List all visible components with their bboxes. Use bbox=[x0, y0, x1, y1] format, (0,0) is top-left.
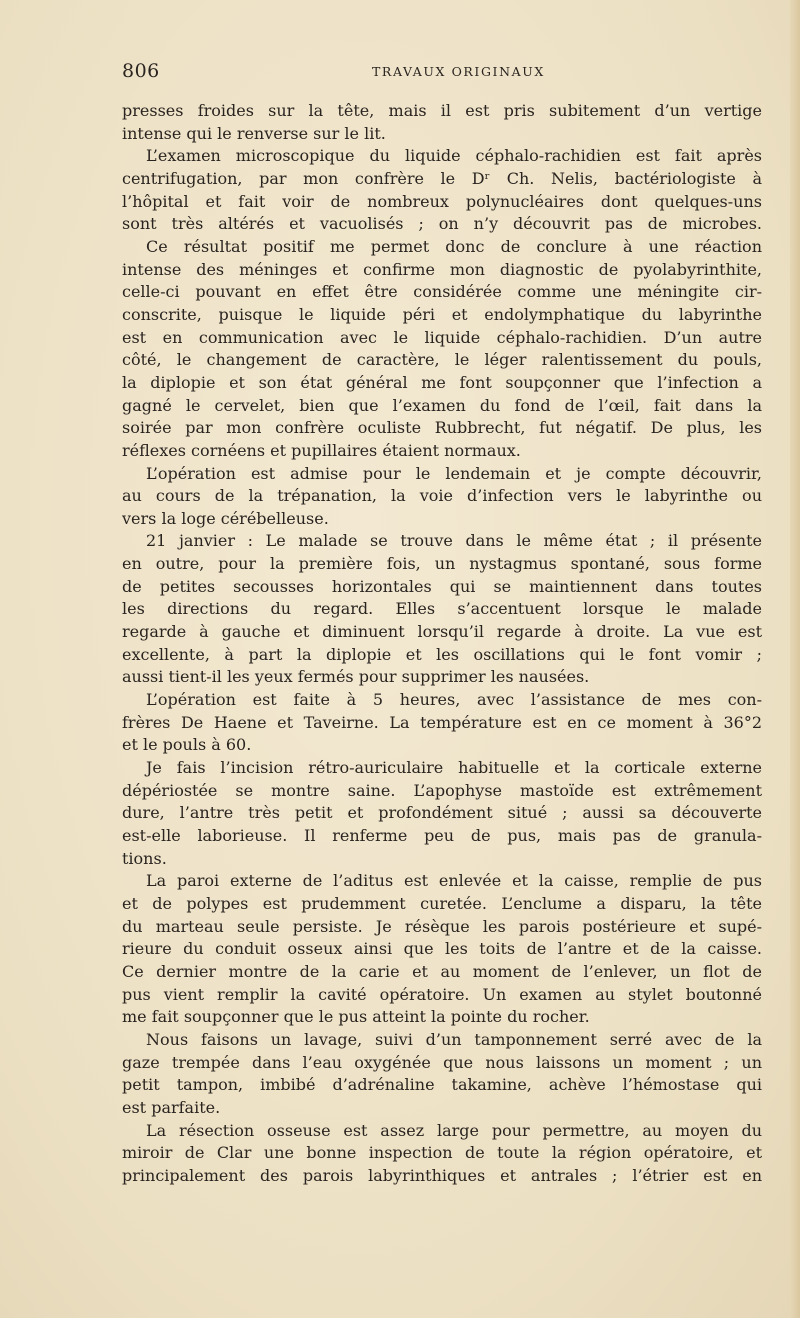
page-number: 806 bbox=[122, 60, 160, 82]
running-head: TRAVAUX ORIGINAUX bbox=[372, 64, 545, 79]
text-line: et le pouls à 60. bbox=[122, 735, 252, 755]
text-line: aussi tient-il les yeux fermés pour supprimer les nausées. bbox=[122, 667, 590, 687]
text-line: rieure du conduit osseux ainsi que les toits de l’antre et de la caisse. bbox=[122, 939, 762, 959]
text-line: les directions du regard. Elles s’accentuent lorsque le malade bbox=[122, 599, 762, 619]
text-line: Nous faisons un lavage, suivi d’un tamponnement serré avec de la bbox=[146, 1029, 762, 1049]
text-line: miroir de Clar une bonne inspection de toute la région opératoire, et bbox=[122, 1143, 762, 1163]
text-line: dépériostée se montre saine. L’apophyse mastoïde est extrêmement bbox=[122, 780, 762, 800]
text-line: intense des méninges et confirme mon diagnostic de pyolabyrinthite, bbox=[122, 259, 762, 279]
text-line: sont très altérés et vacuolisés ; on n’y découvrit pas de microbes. bbox=[122, 214, 762, 234]
text-line: L’opération est admise pour le lendemain et je compte découvrir, bbox=[146, 463, 762, 483]
text-line: celle-ci pouvant en effet être considérée comme une méningite cir- bbox=[122, 282, 762, 302]
text-line: est-elle laborieuse. Il renferme peu de pus, mais pas de granula- bbox=[122, 826, 762, 845]
text-line: de petites secousses horizontales qui se maintiennent dans toutes bbox=[122, 576, 762, 596]
text-line: conscrite, puisque le liquide péri et endolymphatique du labyrinthe bbox=[122, 304, 762, 324]
text-line: gaze trempée dans l’eau oxygénée que nous laissons un moment ; un bbox=[122, 1052, 762, 1072]
page-header bbox=[122, 60, 762, 88]
text-line: au cours de la trépanation, la voie d’infection vers le labyrinthe ou bbox=[122, 486, 762, 506]
text-line: côté, le changement de caractère, le léger ralentissement du pouls, bbox=[122, 350, 762, 370]
text-line: me fait soupçonner que le pus atteint la pointe du rocher. bbox=[122, 1007, 590, 1027]
text-line: regarde à gauche et diminuent lorsqu’il regarde à droite. La vue est bbox=[122, 622, 762, 642]
text-line: L’examen microscopique du liquide céphalo-rachidien est fait après bbox=[146, 146, 762, 166]
text-line: l’hôpital et fait voir de nombreux polynucléaires dont quelques-uns bbox=[122, 191, 762, 211]
text-line: soirée par mon confrère oculiste Rubbrecht, fut négatif. De plus, les bbox=[122, 418, 762, 438]
text-line: Ce dernier montre de la carie et au moment de l’enlever, un flot de bbox=[122, 961, 762, 981]
text-line: Ce résultat positif me permet donc de conclure à une réaction bbox=[146, 236, 762, 256]
text-line: la diplopie et son état général me font soupçonner que l’infection a bbox=[122, 372, 762, 392]
text-line: petit tampon, imbibé d’adrénaline takamine, achève l’hémostase qui bbox=[122, 1075, 762, 1095]
text-line: centrifugation, par mon confrère le Dʳ Ch. Nelis, bactériologiste à bbox=[122, 168, 762, 188]
page-edge bbox=[790, 0, 800, 1318]
text-line: L’opération est faite à 5 heures, avec l’assistance de mes con- bbox=[146, 690, 762, 710]
text-line: 21 janvier : Le malade se trouve dans le même état ; il présente bbox=[146, 531, 762, 551]
text-line: tions. bbox=[122, 848, 167, 868]
text-line: du marteau seule persiste. Je résèque les parois postérieure et supé- bbox=[122, 916, 762, 936]
text-line: vers la loge cérébelleuse. bbox=[122, 508, 329, 528]
text-line: principalement des parois labyrinthiques et antrales ; l’étrier est en bbox=[122, 1165, 762, 1185]
text-line: réflexes cornéens et pupillaires étaient normaux. bbox=[122, 440, 521, 460]
text-line: Je fais l’incision rétro-auriculaire habituelle et la corticale externe bbox=[146, 758, 762, 778]
text-line: en outre, pour la première fois, un nystagmus spontané, sous forme bbox=[122, 554, 762, 574]
text-line: pus vient remplir la cavité opératoire. Un examen au stylet boutonné bbox=[122, 984, 762, 1004]
text-line: excellente, à part la diplopie et les oscillations qui le font vomir ; bbox=[122, 644, 762, 664]
text-line: presses froides sur la tête, mais il est pris subitement d’un vertige bbox=[122, 101, 762, 120]
text-line: est parfaite. bbox=[122, 1097, 221, 1117]
text-line: est en communication avec le liquide céphalo-rachidien. D’un autre bbox=[122, 327, 762, 347]
text-line: dure, l’antre très petit et profondément situé ; aussi sa découverte bbox=[122, 803, 762, 823]
text-line: La paroi externe de l’aditus est enlevée et la caisse, remplie de pus bbox=[146, 871, 762, 891]
text-line: gagné le cervelet, bien que l’examen du fond de l’œil, fait dans la bbox=[122, 395, 762, 415]
text-line: intense qui le renverse sur le lit. bbox=[122, 123, 386, 143]
text-line: La résection osseuse est assez large pour permettre, au moyen du bbox=[146, 1120, 762, 1140]
body-text bbox=[122, 100, 762, 1188]
text-line: et de polypes est prudemment curetée. L’enclume a disparu, la tête bbox=[122, 893, 762, 913]
text-line: frères De Haene et Taveirne. La température est en ce moment à 36°2 bbox=[122, 712, 762, 732]
